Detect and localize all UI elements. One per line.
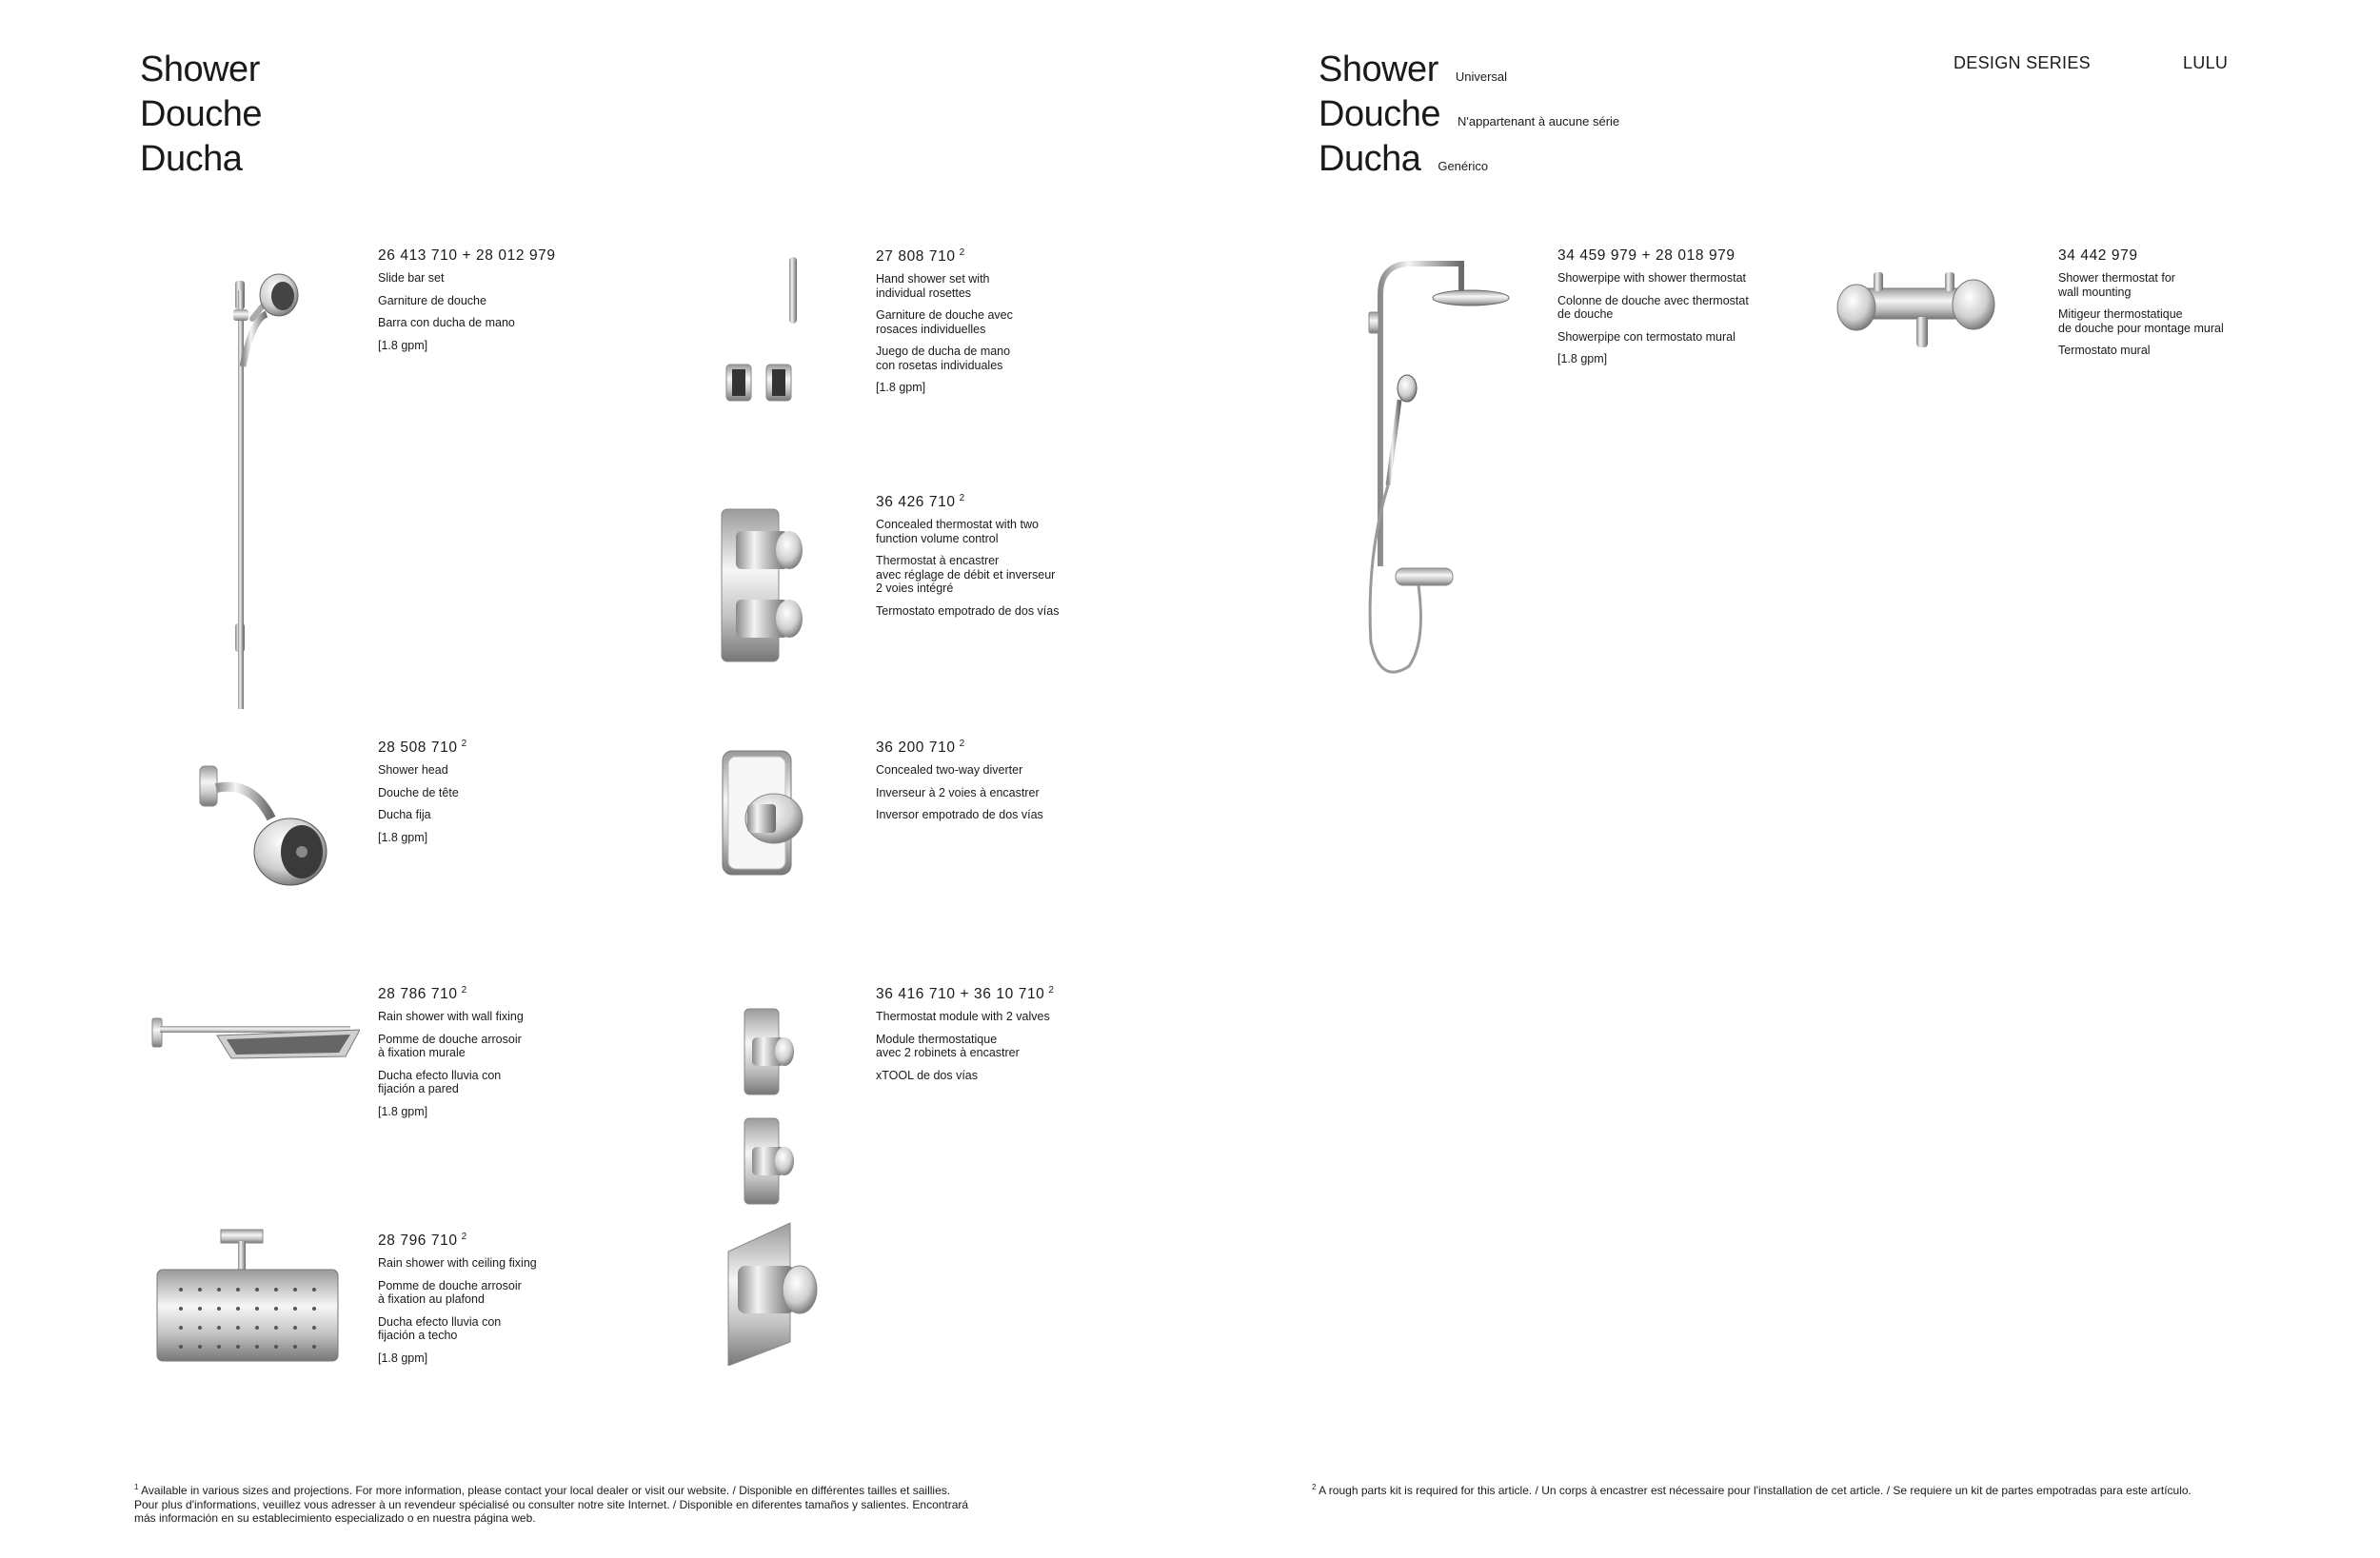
footnote-mark: 2 xyxy=(461,739,467,749)
desc-es: Termostato mural xyxy=(2058,344,2151,357)
concealed-thermostat-image xyxy=(717,504,812,666)
product-concealed-diverter xyxy=(876,739,1161,831)
desc-en: Slide bar set xyxy=(378,271,445,285)
article-number: 26 413 710 + 28 012 979 xyxy=(378,247,556,264)
slide-bar-set-image xyxy=(214,262,328,719)
rain-shower-ceiling-image xyxy=(152,1228,352,1371)
article-number: 28 796 710 xyxy=(378,1233,458,1249)
showerpipe-image xyxy=(1352,252,1518,695)
desc-fr: Inverseur à 2 voies à encastrer xyxy=(876,785,1040,799)
title-douche: Douche xyxy=(1319,94,1440,134)
footnote-mark: 2 xyxy=(1048,985,1055,996)
product-shower-head xyxy=(378,739,664,853)
right-title-row-1 xyxy=(1319,48,1619,92)
desc-en: Shower thermostat for wall mounting xyxy=(2058,271,2175,299)
desc-en: Shower head xyxy=(378,763,448,777)
footnote-mark: 2 xyxy=(1312,1483,1317,1491)
title-shower: Shower xyxy=(1319,49,1438,89)
article-number: 34 459 979 + 28 018 979 xyxy=(1557,247,1735,264)
desc-es: xTOOL de dos vías xyxy=(876,1068,978,1082)
product-code xyxy=(876,247,1161,266)
article-number: 27 808 710 xyxy=(876,248,956,265)
desc-en: Rain shower with ceiling fixing xyxy=(378,1256,537,1270)
title-douche: Douche xyxy=(140,94,262,134)
title-shower: Shower xyxy=(140,49,260,89)
article-number: 36 416 710 + 36 10 710 xyxy=(876,986,1045,1002)
desc-fr: Thermostat à encastrer avec réglage de débit et inverseur 2 voies intégré xyxy=(876,554,1056,595)
article-number: 36 426 710 xyxy=(876,494,956,510)
product-code xyxy=(876,985,1161,1003)
desc-es: Ducha efecto lluvia con fijación a techo xyxy=(378,1314,502,1342)
desc-fr: Colonne de douche avec thermostat de douche xyxy=(1557,293,1749,321)
title-ducha: Ducha xyxy=(1319,139,1421,179)
desc-es: Barra con ducha de mano xyxy=(378,316,515,329)
title-subtitle: N'appartenant à aucune série xyxy=(1457,114,1620,128)
flow-rate: [1.8 gpm] xyxy=(378,1351,428,1365)
footnote-left xyxy=(134,1481,1134,1526)
desc-en: Concealed two-way diverter xyxy=(876,763,1023,777)
product-rain-shower-wall xyxy=(378,985,664,1127)
hand-shower-set-image xyxy=(719,255,823,469)
product-hand-shower-set xyxy=(876,247,1161,404)
flow-rate: [1.8 gpm] xyxy=(378,338,428,352)
desc-en: Hand shower set with individual rosettes xyxy=(876,272,990,300)
product-shower-thermostat xyxy=(2058,247,2344,366)
footnote-text: A rough parts kit is required for this article. / Un corps à encastrer est nécessaire pour l'installation de cet article. / Se requiere un kit de partes empotradas para este artículo. xyxy=(1319,1484,2192,1497)
desc-fr: Mitigeur thermostatique de douche pour montage mural xyxy=(2058,307,2224,335)
footnote-mark: 2 xyxy=(461,1232,467,1242)
desc-fr: Garniture de douche xyxy=(378,293,486,307)
flow-rate: [1.8 gpm] xyxy=(876,381,926,394)
design-series-label: DESIGN SERIES xyxy=(1954,53,2091,72)
desc-fr: Module thermostatique avec 2 robinets à encastrer xyxy=(876,1032,1020,1059)
desc-es: Juego de ducha de mano con rosetas individuales xyxy=(876,345,1011,372)
article-number: 28 508 710 xyxy=(378,740,458,756)
shower-thermostat-image xyxy=(1826,265,2002,352)
product-code xyxy=(378,739,664,757)
right-title-row-2 xyxy=(1319,92,1619,137)
right-title-row-3 xyxy=(1319,137,1619,182)
desc-en: Thermostat module with 2 valves xyxy=(876,1010,1050,1023)
desc-fr: Pomme de douche arrosoir à fixation au plafond xyxy=(378,1278,522,1306)
desc-fr: Garniture de douche avec rosaces individuelles xyxy=(876,308,1013,336)
desc-en: Rain shower with wall fixing xyxy=(378,1010,524,1023)
product-code xyxy=(2058,247,2344,265)
footnote-mark: 1 xyxy=(134,1483,139,1491)
product-showerpipe xyxy=(1557,247,1843,375)
product-thermostat-module xyxy=(876,985,1161,1091)
desc-fr: Douche de tête xyxy=(378,785,459,799)
product-slide-bar-set xyxy=(378,247,664,361)
title-ducha: Ducha xyxy=(140,139,243,179)
footnote-text: Available in various sizes and projections. For more information, please contact your local dealer or visit our website. / Disponible en différentes tailles et saillies. Pour plus d'informations, veuillez vous adresser à un revendeur spécialisé ou consulter notre site Internet. / Disponible en diferentes tamaños y salientes. Encontrará más información en su establecimiento especializado o en nuestra página web. xyxy=(134,1484,969,1525)
product-code xyxy=(378,1232,664,1250)
desc-es: Ducha efecto lluvia con fijación a pared xyxy=(378,1068,502,1095)
concealed-diverter-image xyxy=(719,747,814,880)
product-concealed-thermostat xyxy=(876,493,1161,626)
desc-es: Ducha fija xyxy=(378,808,431,821)
product-code xyxy=(876,493,1161,511)
footnote-mark: 2 xyxy=(959,247,965,258)
product-code xyxy=(378,247,664,265)
article-number: 36 200 710 xyxy=(876,740,956,756)
desc-es: Showerpipe con termostato mural xyxy=(1557,329,1735,344)
product-code xyxy=(1557,247,1843,265)
desc-en: Concealed thermostat with two function volume control xyxy=(876,518,1039,545)
shower-head-image xyxy=(195,761,347,895)
footnote-mark: 2 xyxy=(461,985,467,996)
title-subtitle: Universal xyxy=(1455,69,1508,84)
product-rain-shower-ceiling xyxy=(378,1232,664,1373)
desc-es: Inversor empotrado de dos vías xyxy=(876,808,1043,821)
footnote-right xyxy=(1312,1481,2359,1498)
desc-es: Termostato empotrado de dos vías xyxy=(876,603,1060,618)
flow-rate: [1.8 gpm] xyxy=(378,1104,428,1118)
article-number: 28 786 710 xyxy=(378,986,458,1002)
desc-en: Showerpipe with shower thermostat xyxy=(1557,271,1747,285)
flow-rate: [1.8 gpm] xyxy=(1557,352,1608,365)
left-title-block xyxy=(140,48,262,182)
title-subtitle: Genérico xyxy=(1438,159,1489,173)
desc-fr: Pomme de douche arrosoir à fixation murale xyxy=(378,1032,522,1059)
rain-shower-wall-image xyxy=(150,1009,360,1066)
thermostat-module-image xyxy=(724,1004,838,1366)
article-number: 34 442 979 xyxy=(2058,247,2138,264)
footnote-mark: 2 xyxy=(959,493,965,503)
product-code xyxy=(378,985,664,1003)
flow-rate: [1.8 gpm] xyxy=(378,830,428,844)
series-name: LULU xyxy=(2183,53,2229,72)
product-code xyxy=(876,739,1161,757)
footnote-mark: 2 xyxy=(959,739,965,749)
right-title-block xyxy=(1319,48,1619,182)
